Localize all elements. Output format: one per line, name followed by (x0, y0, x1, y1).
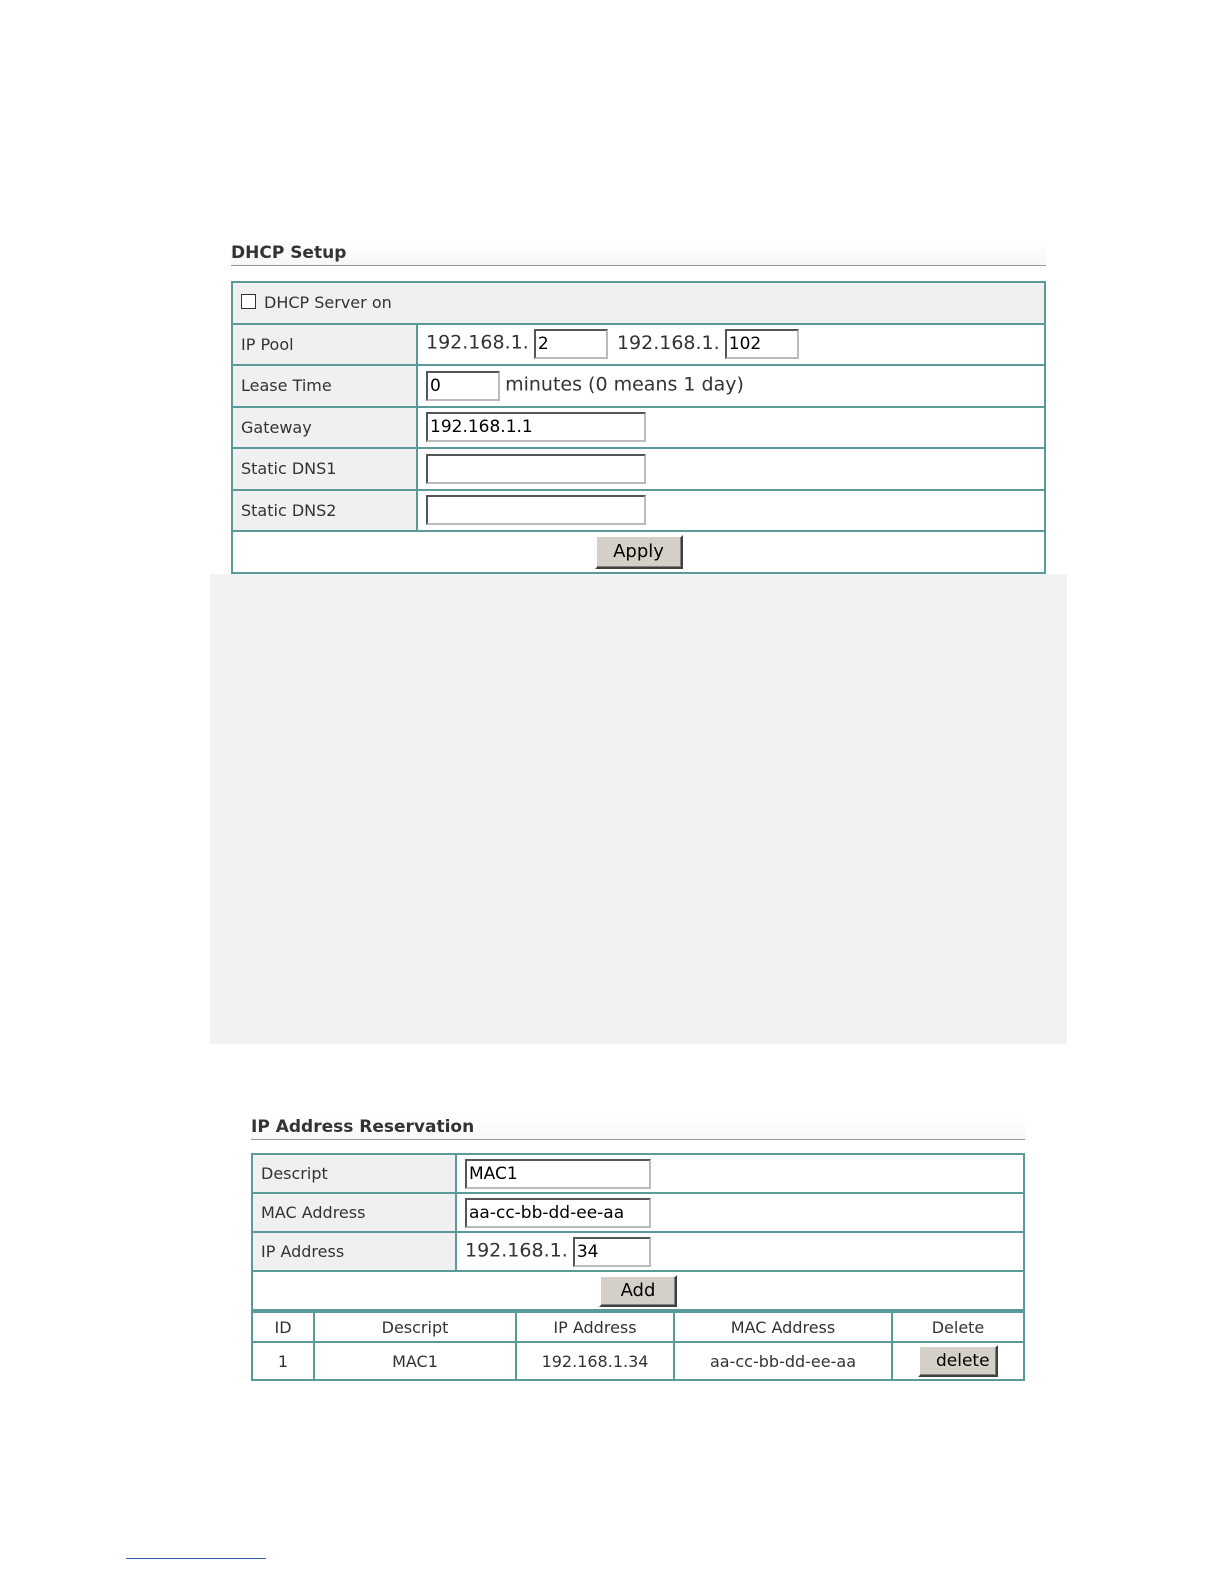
col-delete-header: Delete (892, 1312, 1024, 1342)
ip-address-cell (456, 1232, 1024, 1271)
ip-pool-end-input[interactable] (725, 329, 799, 359)
dns1-input[interactable] (426, 454, 646, 484)
row-id: 1 (252, 1342, 314, 1380)
lease-time-cell (417, 365, 1045, 407)
mac-address-cell (456, 1193, 1024, 1232)
ip-address-label: IP Address (252, 1232, 456, 1271)
dhcp-setup-title: DHCP Setup (231, 242, 1046, 266)
add-button[interactable]: Add (599, 1275, 677, 1307)
dhcp-server-checkbox[interactable] (241, 294, 256, 309)
col-id-header: ID (252, 1312, 314, 1342)
col-descript-header: Descript (314, 1312, 516, 1342)
row-descript: MAC1 (314, 1342, 516, 1380)
ip-address-input[interactable] (573, 1237, 651, 1267)
apply-button[interactable]: Apply (595, 535, 683, 569)
mac-address-input[interactable] (465, 1198, 651, 1228)
delete-button[interactable]: delete (918, 1345, 998, 1377)
dns2-input[interactable] (426, 495, 646, 525)
ip-reservation-title: IP Address Reservation (251, 1116, 1025, 1140)
dns2-cell (417, 490, 1045, 532)
dns1-cell (417, 448, 1045, 490)
row-delete-cell (892, 1342, 1024, 1380)
col-mac-header: MAC Address (674, 1312, 892, 1342)
mac-address-label: MAC Address (252, 1193, 456, 1232)
dns2-label: Static DNS2 (232, 490, 417, 532)
add-row (252, 1271, 1024, 1310)
lease-time-hint: minutes (0 means 1 day) (505, 373, 744, 396)
dhcp-setup-panel (231, 242, 1046, 574)
dhcp-server-label: DHCP Server on (264, 293, 392, 313)
gateway-input[interactable] (426, 412, 646, 442)
ip-pool-start-input[interactable] (534, 329, 608, 359)
apply-row (232, 531, 1045, 573)
reservation-form (251, 1153, 1025, 1311)
gateway-label: Gateway (232, 407, 417, 449)
reservation-list-header (252, 1312, 1024, 1342)
ip-address-prefix: 192.168.1. (465, 1239, 568, 1261)
descript-cell (456, 1154, 1024, 1193)
descript-label: Descript (252, 1154, 456, 1193)
ip-pool-cell (417, 324, 1045, 366)
dhcp-form (231, 281, 1046, 574)
row-ip: 192.168.1.34 (516, 1342, 674, 1380)
ip-pool-end-prefix: 192.168.1. (616, 331, 720, 354)
row-mac: aa-cc-bb-dd-ee-aa (674, 1342, 892, 1380)
lease-time-input[interactable] (426, 371, 500, 401)
ip-pool-label: IP Pool (232, 324, 417, 366)
ip-reservation-panel (251, 1116, 1025, 1381)
gateway-cell (417, 407, 1045, 449)
footnote-divider (126, 1558, 266, 1559)
ip-pool-start-prefix: 192.168.1. (426, 331, 529, 354)
table-row (252, 1342, 1024, 1380)
col-ip-header: IP Address (516, 1312, 674, 1342)
reservation-list (251, 1311, 1025, 1381)
descript-input[interactable] (465, 1159, 651, 1189)
blank-gray-area (210, 574, 1067, 1044)
dns1-label: Static DNS1 (232, 448, 417, 490)
lease-time-label: Lease Time (232, 365, 417, 407)
dhcp-server-row (232, 282, 1045, 324)
